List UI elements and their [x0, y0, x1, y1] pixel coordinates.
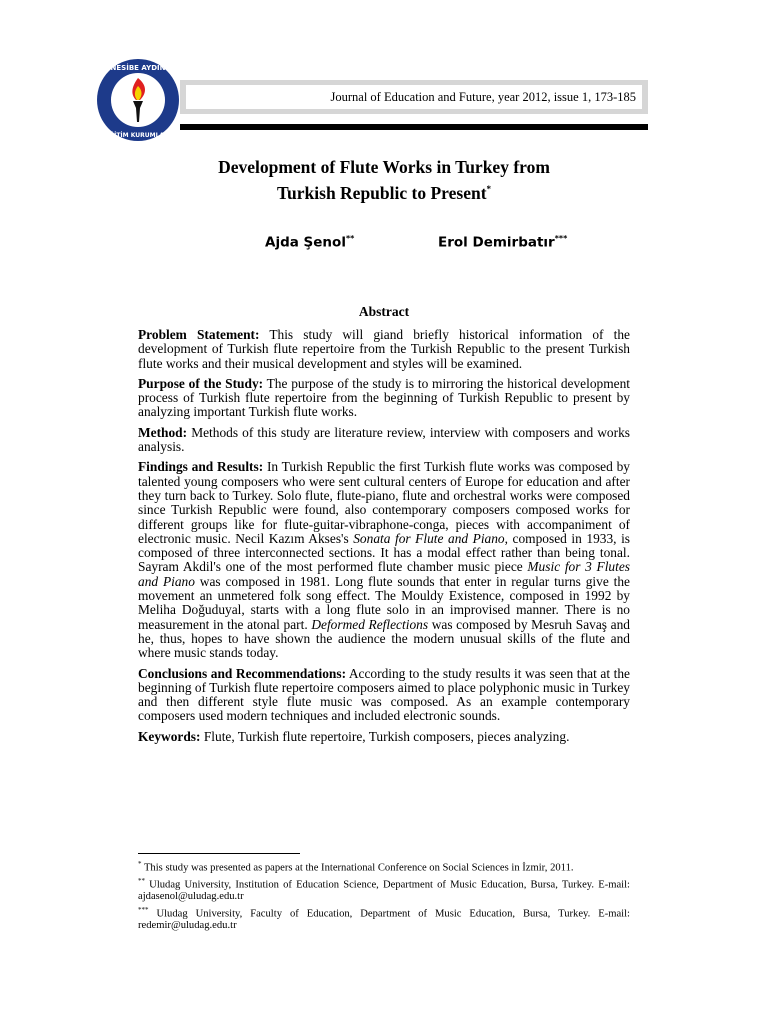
footnote-text: This study was presented as papers at the International Conference on Social Sciences in İzmir, 2011.	[141, 862, 574, 874]
section-label: Findings and Results:	[138, 459, 264, 475]
section-label: Problem Statement:	[138, 327, 260, 342]
conclusions	[138, 667, 630, 724]
footnote-text: Uludag University, Faculty of Education, Department of Music Education, Bursa, Turkey. E-mail: redemir@uludag.edu.tr	[138, 908, 630, 932]
footnote-mark: **	[138, 876, 145, 885]
work-title: Sonata for Flute and Piano	[353, 530, 505, 546]
purpose	[138, 377, 630, 420]
section-text: This study will giand briefly historical information of the development of Turkish flute repertoire from the Turkish Republic to the present Turkish flute works and their musical development and styles will be examined.	[138, 327, 630, 371]
footnote	[138, 858, 630, 875]
footnote-rule	[138, 853, 300, 854]
method	[138, 426, 630, 455]
footnote-mark: ***	[138, 905, 149, 914]
section-text: , composed in 1933, is composed of three interconnected sections. It has a modal effect rather than being tonal. Sayram Akdil's one of the most performed flute chamber music piece	[138, 530, 631, 575]
title-footnote-mark: *	[486, 184, 492, 194]
section-text: The purpose of the study is to mirroring the historical development process of Turkish flute repertoire from the beginning of Turkish Republic to present by analyzing important Turkish flute works.	[138, 375, 630, 420]
journal-citation: Journal of Education and Future, year 2012, issue 1, 173-185	[186, 85, 642, 109]
section-label: Conclusions and Recommendations:	[138, 665, 347, 681]
title-line-1: Development of Flute Works in Turkey from	[218, 157, 550, 177]
logo-text-bottom: EĞİTİM KURUMLARI	[105, 132, 171, 139]
section-label: Keywords:	[138, 728, 201, 744]
institution-logo	[96, 58, 180, 142]
title-line-2: Turkish Republic to Present	[276, 182, 487, 203]
author-1	[265, 234, 354, 251]
section-text: Flute, Turkish flute repertoire, Turkish composers, pieces analyzing.	[200, 728, 570, 744]
footnote	[138, 904, 630, 933]
section-text: In Turkish Republic the first Turkish flute works was composed by talented young composers who were sent cultural centers of Europe for education and after they turn back to Turkey. Solo flute, flute-piano, flute and orchestral works were composed since Turkish Republic were found, also contemporary composers composed works for different groups like for flute-guitar-vibraphone-conga, pieces with accompaniment of electronic music. Necil Kazım Akses's	[138, 459, 630, 546]
section-text: was composed by Mesruh Savaş and he, thus, hopes to have shown the audience the modern unusual skills of the flute and where music stands today.	[138, 616, 630, 661]
author-mark: ***	[554, 234, 568, 243]
keywords	[138, 730, 630, 744]
footnote	[138, 875, 630, 904]
author-2	[438, 234, 567, 251]
work-title: Music for 3 Flutes and Piano	[138, 559, 630, 589]
author-name: Ajda Şenol	[265, 234, 346, 251]
author-mark: **	[345, 234, 355, 243]
section-label: Purpose of the Study:	[138, 375, 264, 391]
paper-title	[0, 156, 768, 204]
header-rule	[180, 124, 648, 130]
section-text: According to the study results it was seen that at the beginning of Turkish flute repertoire composers aimed to place polyphonic music in Turkey and then different style flute music was composed. As an example contemporary composers used modern techniques and included electronic sounds.	[138, 665, 630, 724]
findings	[138, 460, 630, 660]
problem-statement	[138, 328, 630, 371]
section-label: Method:	[138, 424, 188, 440]
section-text: was composed in 1981. Long flute sounds that enter in regular turns give the movement an unmetered folk song effect. The Mouldy Existence, composed in 1992 by Meliha Doğuduyal, starts with a long flute solo in an improvised manner. There is no measurement in the atonal part.	[138, 573, 630, 632]
logo-text-top: NESİBE AYDIN	[110, 64, 166, 72]
footnote-text: Uludag University, Institution of Education Science, Department of Music Education, Bursa, Turkey. E-mail: ajdasenol@uludag.edu.tr	[138, 879, 630, 903]
journal-header-box	[180, 80, 648, 114]
footnote-mark: *	[138, 860, 142, 868]
footnotes	[138, 858, 630, 933]
author-name: Erol Demirbatır	[438, 234, 555, 251]
section-text: Methods of this study are literature review, interview with composers and works analysis.	[138, 424, 630, 455]
abstract-body	[138, 328, 630, 750]
work-title: Deformed Reflections	[311, 616, 429, 632]
abstract-heading: Abstract	[358, 304, 410, 319]
